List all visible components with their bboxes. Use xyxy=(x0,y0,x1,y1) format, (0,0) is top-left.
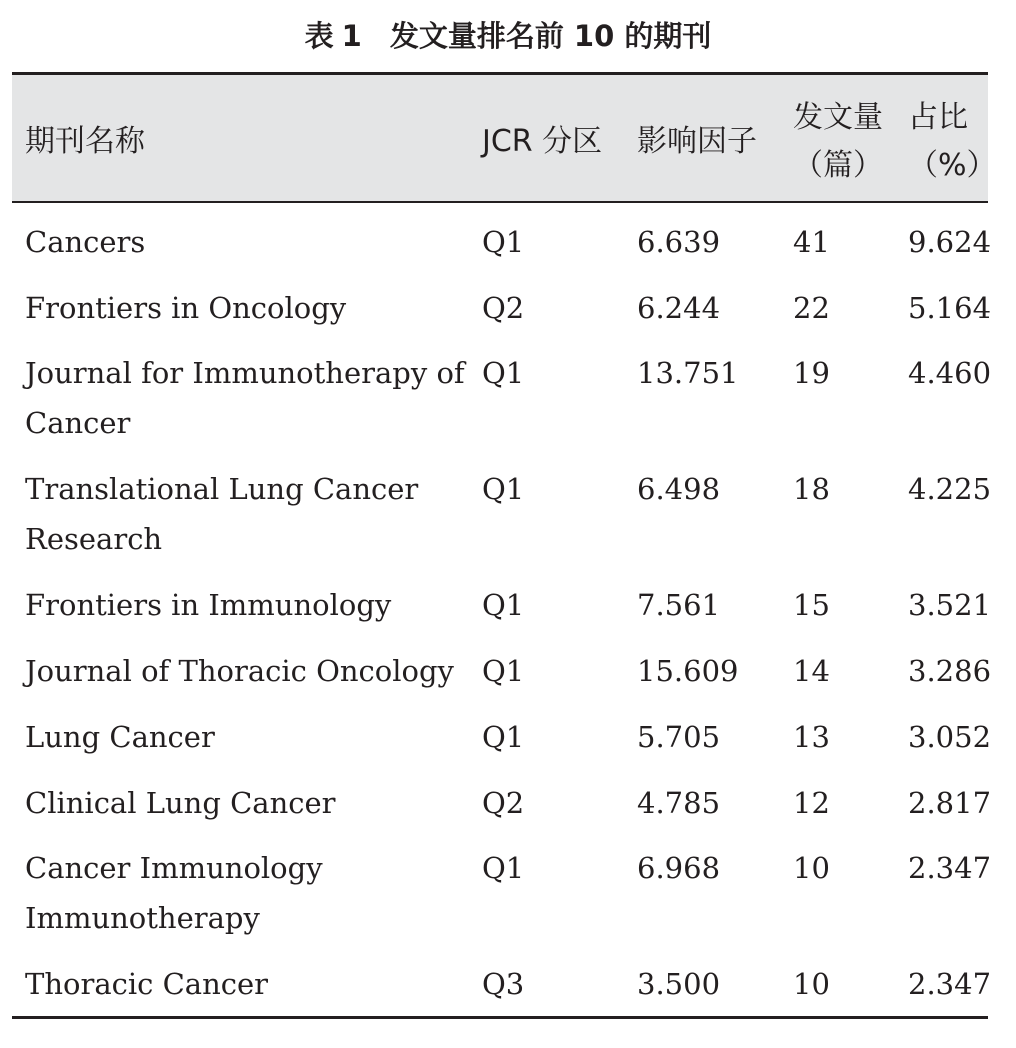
jcr-cell: Q1 xyxy=(482,851,525,885)
article-count-cell: 41 xyxy=(793,225,830,259)
header-article-count xyxy=(793,94,883,190)
article-count-cell: 22 xyxy=(793,291,830,325)
share-cell: 3.052 xyxy=(908,720,992,754)
article-count-cell: 19 xyxy=(793,356,830,390)
journal-name-cell xyxy=(25,283,475,333)
article-count-cell: 14 xyxy=(793,654,830,688)
journal-name-cell xyxy=(25,646,475,696)
journal-name: Translational Lung Cancer xyxy=(25,472,419,506)
table-bottom-rule xyxy=(12,1016,988,1019)
table-caption xyxy=(0,14,1016,58)
header-impact-factor: 影响因子 xyxy=(637,124,757,159)
journal-name-cell xyxy=(25,580,475,630)
jcr-cell: Q3 xyxy=(482,967,525,1001)
jcr-cell: Q1 xyxy=(482,588,525,622)
journal-name-cell xyxy=(25,464,475,564)
jcr-cell: Q1 xyxy=(482,472,525,506)
impact-factor-cell: 13.751 xyxy=(637,356,739,390)
journal-name: Journal for Immunotherapy of xyxy=(25,356,465,390)
impact-factor-cell: 15.609 xyxy=(637,654,739,688)
share-cell: 9.624 xyxy=(908,225,992,259)
journal-name: Frontiers in Immunology xyxy=(25,588,392,622)
header-share-percent xyxy=(908,94,997,190)
caption-label: 表 xyxy=(304,19,334,53)
journal-name: Frontiers in Oncology xyxy=(25,291,347,325)
journal-name: Cancer Immunology xyxy=(25,851,323,885)
impact-factor-cell: 5.705 xyxy=(637,720,721,754)
share-cell: 5.164 xyxy=(908,291,992,325)
journal-name-continued: Research xyxy=(25,522,163,556)
table-header-rule xyxy=(12,201,988,203)
journal-name-cell xyxy=(25,843,475,943)
journal-name: Lung Cancer xyxy=(25,720,215,754)
header-article-count-line2: （篇） xyxy=(793,148,883,183)
header-jcr-quartile: JCR 分区 xyxy=(482,124,603,159)
impact-factor-cell: 3.500 xyxy=(637,967,721,1001)
journal-name-cell xyxy=(25,217,475,267)
article-count-cell: 15 xyxy=(793,588,830,622)
share-cell: 4.460 xyxy=(908,356,992,390)
journal-name-continued: Cancer xyxy=(25,406,131,440)
jcr-cell: Q1 xyxy=(482,720,525,754)
journal-name-cell xyxy=(25,348,475,448)
header-article-count-line1: 发文量 xyxy=(793,100,883,135)
share-cell: 3.286 xyxy=(908,654,992,688)
caption-number: 1 xyxy=(341,19,362,53)
share-cell: 2.347 xyxy=(908,967,992,1001)
header-share-line2: （%） xyxy=(908,148,997,183)
impact-factor-cell: 6.968 xyxy=(637,851,721,885)
caption-title: 发文量排名前 10 的期刊 xyxy=(389,19,712,53)
article-count-cell: 13 xyxy=(793,720,830,754)
impact-factor-cell: 7.561 xyxy=(637,588,721,622)
article-count-cell: 10 xyxy=(793,967,830,1001)
journal-name: Thoracic Cancer xyxy=(25,967,269,1001)
journal-name-cell xyxy=(25,959,475,1009)
header-journal-name: 期刊名称 xyxy=(25,124,145,159)
article-count-cell: 12 xyxy=(793,786,830,820)
share-cell: 3.521 xyxy=(908,588,992,622)
impact-factor-cell: 4.785 xyxy=(637,786,721,820)
journal-name: Cancers xyxy=(25,225,146,259)
header-share-line1: 占比 xyxy=(908,100,968,135)
article-count-cell: 18 xyxy=(793,472,830,506)
journal-name: Journal of Thoracic Oncology xyxy=(25,654,454,688)
impact-factor-cell: 6.498 xyxy=(637,472,721,506)
jcr-cell: Q1 xyxy=(482,654,525,688)
share-cell: 2.347 xyxy=(908,851,992,885)
jcr-cell: Q1 xyxy=(482,356,525,390)
article-count-cell: 10 xyxy=(793,851,830,885)
jcr-cell: Q2 xyxy=(482,291,525,325)
share-cell: 4.225 xyxy=(908,472,992,506)
impact-factor-cell: 6.244 xyxy=(637,291,721,325)
impact-factor-cell: 6.639 xyxy=(637,225,721,259)
journal-name-cell xyxy=(25,712,475,762)
jcr-cell: Q1 xyxy=(482,225,525,259)
journal-name-cell xyxy=(25,778,475,828)
journal-name-continued: Immunotherapy xyxy=(25,901,260,935)
jcr-cell: Q2 xyxy=(482,786,525,820)
share-cell: 2.817 xyxy=(908,786,992,820)
journal-name: Clinical Lung Cancer xyxy=(25,786,336,820)
